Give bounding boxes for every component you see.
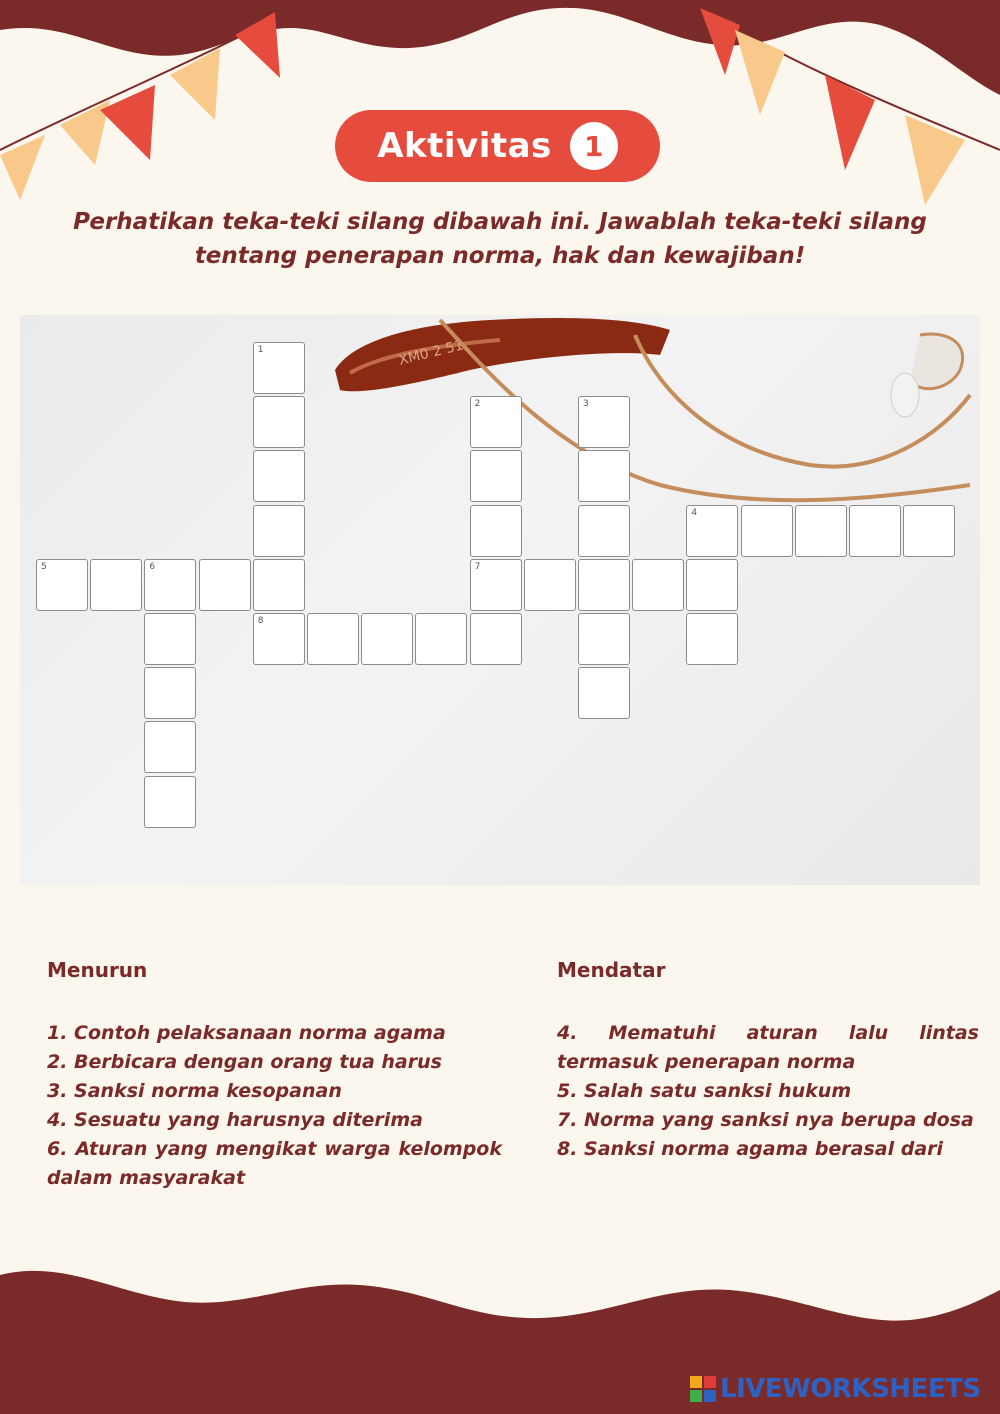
flag <box>905 115 965 205</box>
crossword-cell[interactable] <box>36 559 88 611</box>
crossword-cell[interactable] <box>632 559 684 611</box>
top-wave <box>0 0 1000 95</box>
across-clues-heading: Mendatar <box>557 958 666 982</box>
crossword-cell[interactable] <box>686 559 738 611</box>
down-clues <box>47 955 502 1193</box>
down-clue: 2. Berbicara dengan orang tua harus <box>47 1051 442 1073</box>
crossword-cell[interactable] <box>741 505 793 557</box>
crossword-clue-number: 3 <box>583 399 589 410</box>
flag <box>100 85 155 160</box>
crossword-cell[interactable] <box>470 505 522 557</box>
crossword-cell[interactable] <box>686 613 738 665</box>
crossword-cell[interactable] <box>253 505 305 557</box>
crossword-clue-number: 7 <box>474 561 481 572</box>
across-clue: 4. Mematuhi aturan lalu lintas termasuk penerapan norma <box>557 1022 979 1073</box>
crossword-cell[interactable] <box>199 559 251 611</box>
activity-number: 1 <box>570 122 618 170</box>
across-clue: 8. Sanksi norma agama berasal dari <box>557 1138 944 1160</box>
crossword-cell[interactable] <box>578 450 630 502</box>
down-clues-heading: Menurun <box>47 958 148 982</box>
watermark-text: LIVEWORKSHEETS <box>720 1374 981 1404</box>
crossword-area <box>20 315 980 885</box>
crossword-cell[interactable] <box>307 613 359 665</box>
crossword-cell[interactable] <box>795 505 847 557</box>
crossword-cell[interactable] <box>578 505 630 557</box>
crossword-cell[interactable] <box>470 613 522 665</box>
crossword-cell[interactable] <box>578 613 630 665</box>
down-clue: 4. Sesuatu yang harusnya diterima <box>47 1109 423 1131</box>
crossword-cell[interactable] <box>578 667 630 719</box>
crossword-clue-number: 1 <box>257 345 264 355</box>
crossword-cell[interactable] <box>253 613 305 665</box>
crossword-cell[interactable] <box>578 396 630 448</box>
crossword-cell[interactable] <box>253 396 305 448</box>
down-clue: 6. Aturan yang mengikat warga kelompok dalam masyarakat <box>47 1138 502 1189</box>
crossword-cell[interactable] <box>470 396 522 448</box>
down-clue: 3. Sanksi norma kesopanan <box>47 1080 342 1102</box>
crossword-cell[interactable] <box>686 505 738 557</box>
flag <box>825 75 875 170</box>
glasses-temple <box>335 318 670 391</box>
crossword-cell[interactable] <box>578 559 630 611</box>
crossword-clue-number: 5 <box>41 561 47 572</box>
activity-title-badge <box>335 110 660 182</box>
across-clues <box>557 955 979 1164</box>
crossword-cell[interactable] <box>415 613 467 665</box>
crossword-clue-number: 4 <box>691 507 698 518</box>
crossword-cell[interactable] <box>524 559 576 611</box>
crossword-cell[interactable] <box>470 450 522 502</box>
liveworksheets-logo-icon <box>690 1376 716 1402</box>
across-clue: 7. Norma yang sanksi nya berupa dosa <box>557 1109 974 1131</box>
glasses-nosepad-pad <box>891 373 919 417</box>
crossword-cell[interactable] <box>144 667 196 719</box>
glasses-nosepad <box>910 334 963 389</box>
crossword-cell[interactable] <box>470 559 522 611</box>
crossword-cell[interactable] <box>361 613 413 665</box>
crossword-cell[interactable] <box>144 559 196 611</box>
crossword-cell[interactable] <box>253 559 305 611</box>
across-clue: 5. Salah satu sanksi hukum <box>557 1080 852 1102</box>
flag <box>735 30 785 115</box>
crossword-cell[interactable] <box>90 559 142 611</box>
crossword-cell[interactable] <box>144 613 196 665</box>
crossword-cell[interactable] <box>253 342 305 394</box>
crossword-cell[interactable] <box>849 505 901 557</box>
crossword-cell[interactable] <box>903 505 955 557</box>
crossword-cell[interactable] <box>253 450 305 502</box>
flag <box>0 135 45 200</box>
crossword-cell[interactable] <box>144 776 196 828</box>
activity-title: Aktivitas <box>377 126 552 166</box>
liveworksheets-watermark <box>690 1374 981 1404</box>
crossword-cell[interactable] <box>144 721 196 773</box>
crossword-clue-number: 2 <box>474 399 481 410</box>
crossword-clue-number: 6 <box>149 561 156 572</box>
down-clue: 1. Contoh pelaksanaan norma agama <box>47 1022 446 1044</box>
glasses-engraving: XM0 2 51 <box>397 337 466 369</box>
crossword-clue-number: 8 <box>257 616 264 626</box>
instruction-text: Perhatikan teka-teki silang dibawah ini. Jawablah teka-teki silang tentang penerapan norma, hak dan kewajiban! <box>73 209 927 269</box>
